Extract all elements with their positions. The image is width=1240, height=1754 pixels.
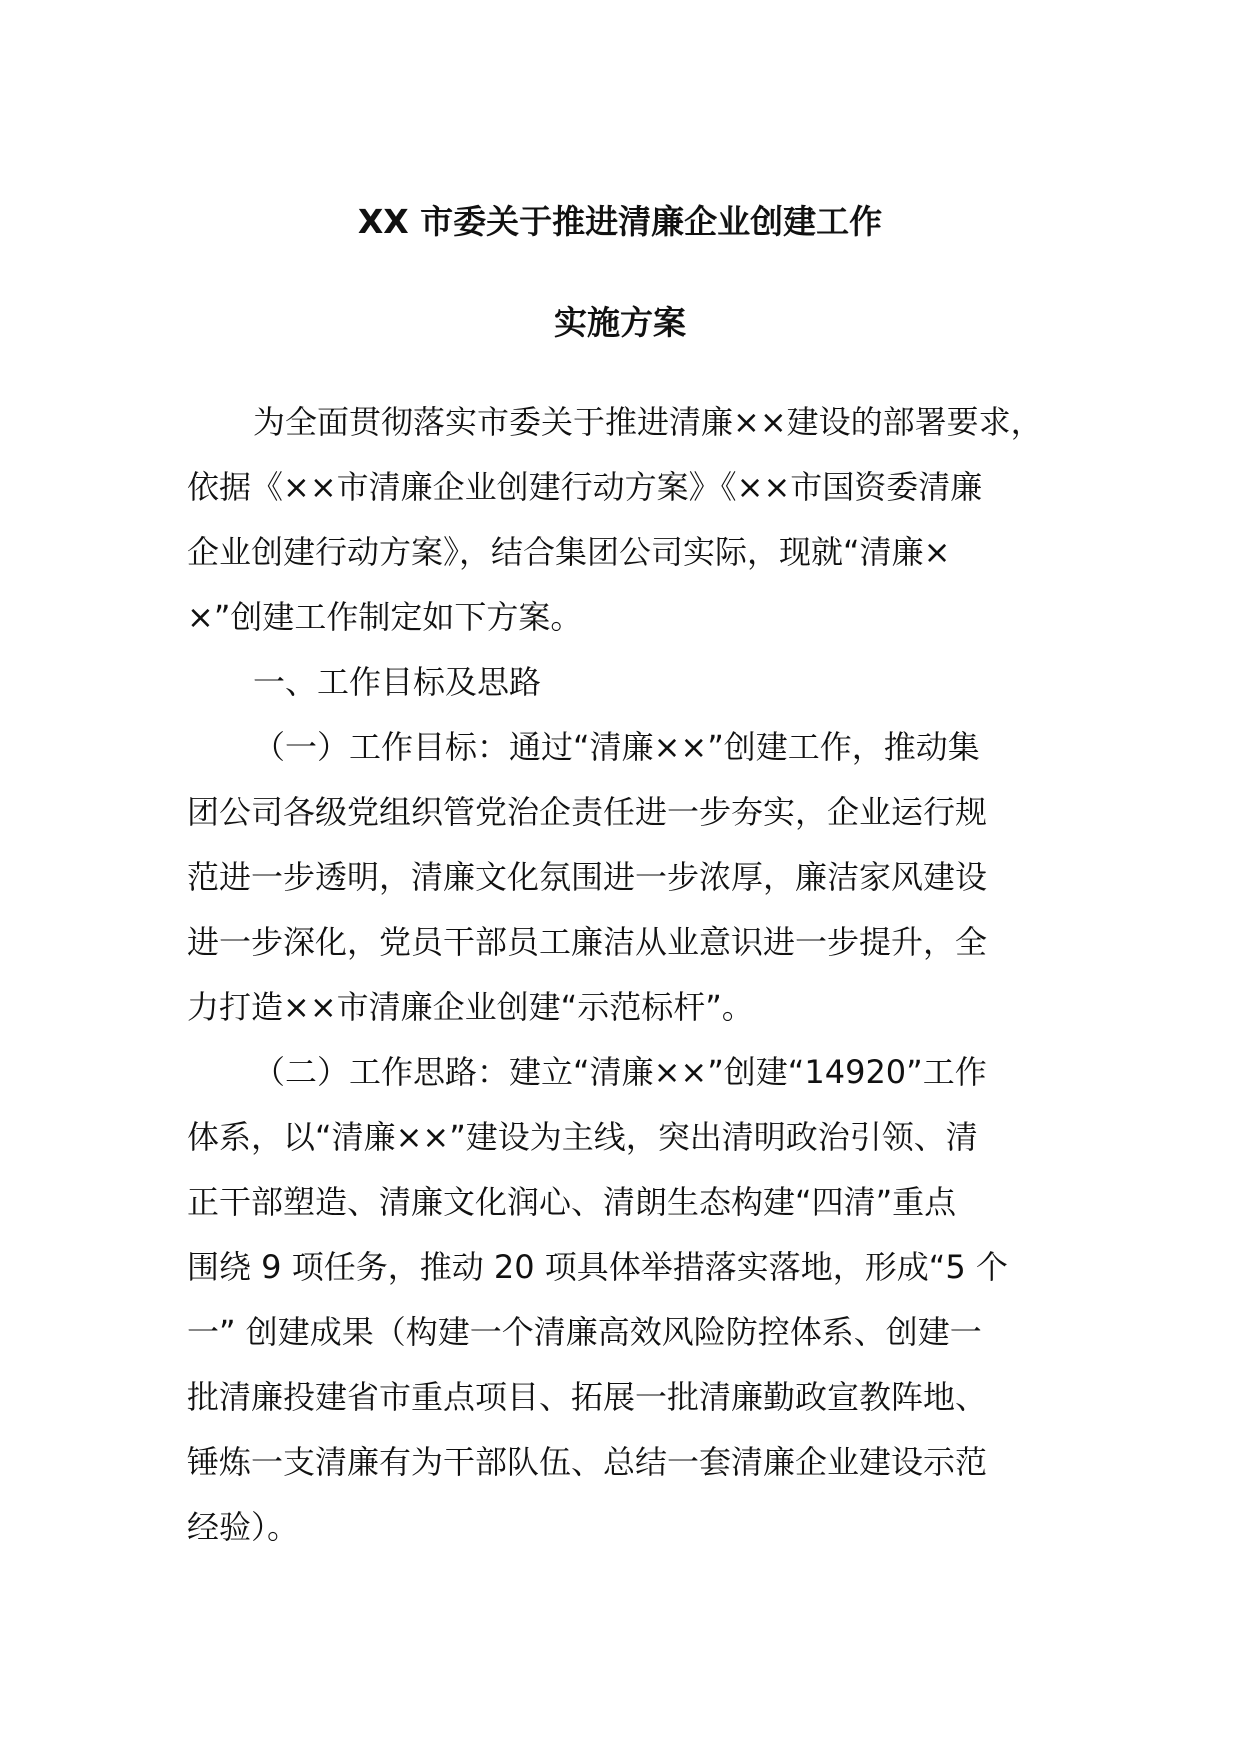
paragraph-intro-line: 为全面贯彻落实市委关于推进清廉××建设的部署要求， xyxy=(253,403,1043,441)
document-title-line-1: XX 市委关于推进清廉企业创建工作 xyxy=(357,202,883,241)
paragraph-approach-line: 经验）。 xyxy=(187,1508,300,1546)
paragraph-approach-line: （二）工作思路：建立“清廉××”创建“14920”工作 xyxy=(253,1053,987,1091)
paragraph-approach-line: 一” 创建成果（构建一个清廉高效风险防控体系、创建一 xyxy=(187,1313,982,1351)
paragraph-intro-line: 依据《××市清廉企业创建行动方案》《××市国资委清廉 xyxy=(187,468,983,506)
paragraph-approach-line: 锤炼一支清廉有为干部队伍、总结一套清廉企业建设示范 xyxy=(187,1443,988,1481)
paragraph-goal-line: 范进一步透明，清廉文化氛围进一步浓厚，廉洁家风建设 xyxy=(187,858,988,896)
paragraph-goal-line: 进一步深化，党员干部员工廉洁从业意识进一步提升，全 xyxy=(187,923,988,961)
paragraph-goal-line: 力打造××市清廉企业创建“示范标杆”。 xyxy=(187,988,754,1026)
paragraph-approach-line: 体系，以“清廉××”建设为主线，突出清明政治引领、清 xyxy=(187,1118,978,1156)
paragraph-intro-line: ×”创建工作制定如下方案。 xyxy=(187,598,583,636)
paragraph-approach-line: 围绕 9 项任务，推动 20 项具体举措落实落地，形成“5 个 xyxy=(187,1248,1008,1286)
paragraph-approach-line: 正干部塑造、清廉文化润心、清朗生态构建“四清”重点 xyxy=(187,1183,957,1221)
paragraph-goal-line: 团公司各级党组织管党治企责任进一步夯实，企业运行规 xyxy=(187,793,988,831)
paragraph-intro-line: 企业创建行动方案》，结合集团公司实际，现就“清廉× xyxy=(187,533,951,571)
paragraph-approach-line: 批清廉投建省市重点项目、拓展一批清廉勤政宣教阵地、 xyxy=(187,1378,988,1416)
paragraph-goal-line: （一）工作目标：通过“清廉××”创建工作，推动集 xyxy=(253,728,980,766)
section-heading: 一、工作目标及思路 xyxy=(253,663,542,701)
document-title-line-2: 实施方案 xyxy=(554,303,686,342)
